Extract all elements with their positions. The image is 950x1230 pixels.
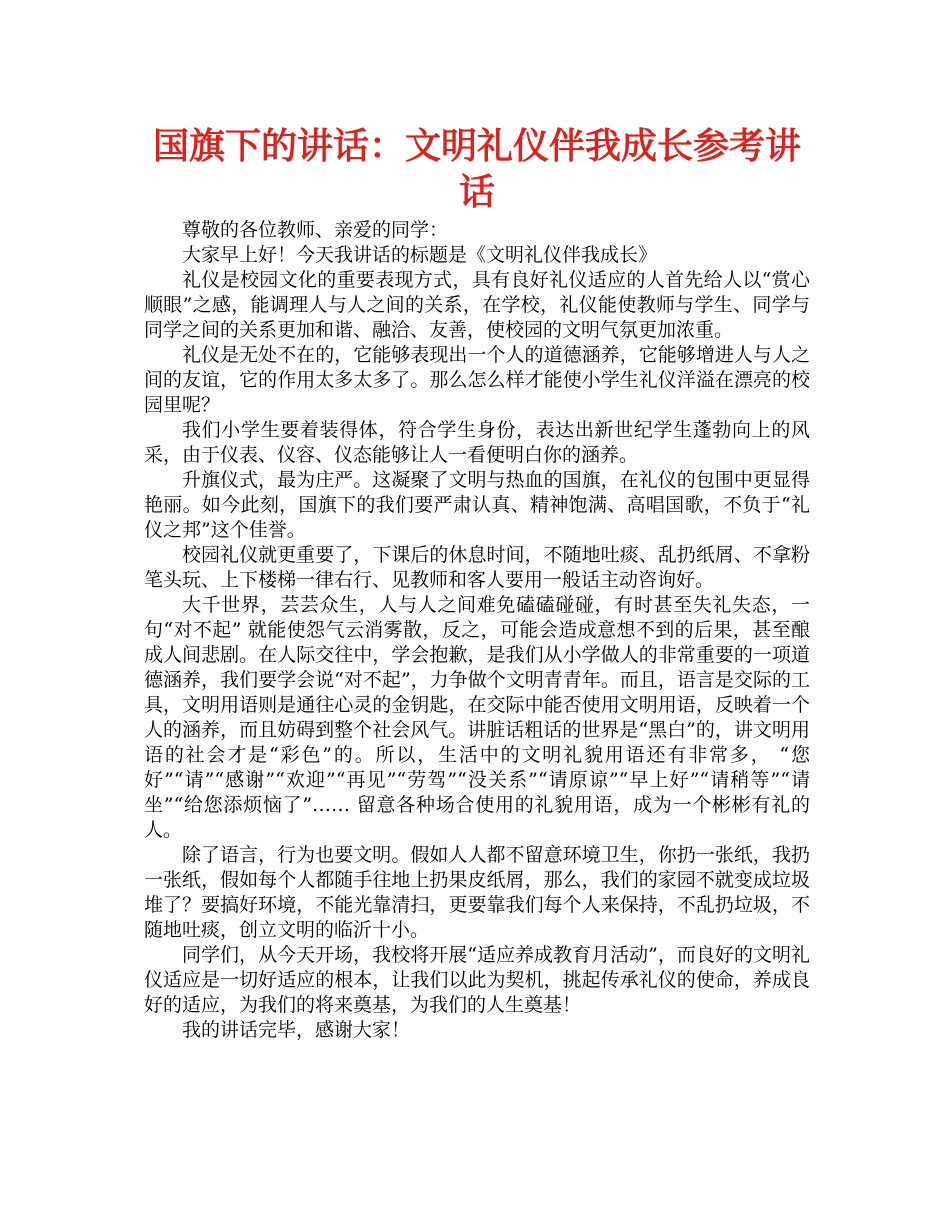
paragraph: 大千世界，芸芸众生，人与人之间难免磕磕碰碰，有时甚至失礼失态，一句“对不起” 就能使怨气云消雾散，反之，可能会造成意想不到的后果，甚至酿成人间悲剧。在人际交往中，学会抱歉，是我们从小学做人的非常重要的一项道德涵养，我们要学会说“对不起”，力争做个文明青青年。而且，语言是交际的工具，文明用语则是通往心灵的金钥匙，在交际中能否使用文明用语，反映着一个人的涵养，而且妨碍到整个社会风气。讲脏话粗话的世界是“黑白”的，讲文明用语的社会才是“彩色”的。所以，生活中的文明礼貌用语还有非常多， “您好”“请”“感谢”“欢迎”“再见”“劳驾”“没关系”“请原谅”“早上好”“请稍等”“请坐”“给您添烦恼了”…… 留意各种场合使用的礼貌用语，成为一个彬彬有礼的人。 bbox=[144, 594, 810, 841]
paragraph: 升旗仪式，最为庄严。这凝聚了文明与热血的国旗，在礼仪的包围中更显得艳丽。如今此刻，国旗下的我们要严肃认真、精神饱满、高唱国歌，不负于“礼仪之邦”这个佳誉。 bbox=[144, 469, 810, 541]
document-page bbox=[144, 124, 810, 1043]
paragraph-greeting: 大家早上好！今天我讲话的标题是《文明礼仪伴我成长》 bbox=[182, 244, 658, 266]
paragraph: 除了语言，行为也要文明。假如人人都不留意环境卫生，你扔一张纸，我扔一张纸，假如每个人都随手往地上扔果皮纸屑，那么，我们的家园不就变成垃圾堆了？要搞好环境，不能光靠清扫，更要靠我们每个人来保持，不乱扔垃圾，不随地吐痰，创立文明的临沂十小。 bbox=[144, 844, 810, 941]
paragraph: 礼仪是无处不在的，它能够表现出一个人的道德涵养，它能够增进人与人之间的友谊，它的作用太多太多了。那么怎么样才能使小学生礼仪洋溢在漂亮的校园里呢？ bbox=[144, 344, 810, 416]
paragraph: 同学们，从今天开场，我校将开展“适应养成教育月活动”，而良好的文明礼仪适应是一切好适应的根本，让我们以此为契机，挑起传承礼仪的使命，养成良好的适应，为我们的将来奠基，为我们的人生奠基！ bbox=[144, 944, 810, 1016]
paragraph-closing: 我的讲话完毕，感谢大家！ bbox=[182, 1019, 411, 1041]
document-body bbox=[144, 218, 810, 1043]
page-title: 国旗下的讲话：文明礼仪伴我成长参考讲话 bbox=[152, 126, 801, 213]
paragraph: 我们小学生要着装得体，符合学生身份，表达出新世纪学生蓬勃向上的风采，由于仪表、仪容、仪态能够让人一看便明白你的涵养。 bbox=[144, 419, 810, 466]
paragraph: 校园礼仪就更重要了，下课后的休息时间，不随地吐痰、乱扔纸屑、不拿粉笔头玩、上下楼梯一律右行、见教师和客人要用一般话主动咨询好。 bbox=[144, 544, 810, 591]
paragraph-salutation: 尊敬的各位教师、亲爱的同学： bbox=[182, 219, 449, 241]
paragraph: 礼仪是校园文化的重要表现方式，具有良好礼仪适应的人首先给人以“赏心顺眼”之感，能调理人与人之间的关系，在学校，礼仪能使教师与学生、同学与同学之间的关系更加和谐、融洽、友善，使校园的文明气氛更加浓重。 bbox=[144, 269, 810, 341]
